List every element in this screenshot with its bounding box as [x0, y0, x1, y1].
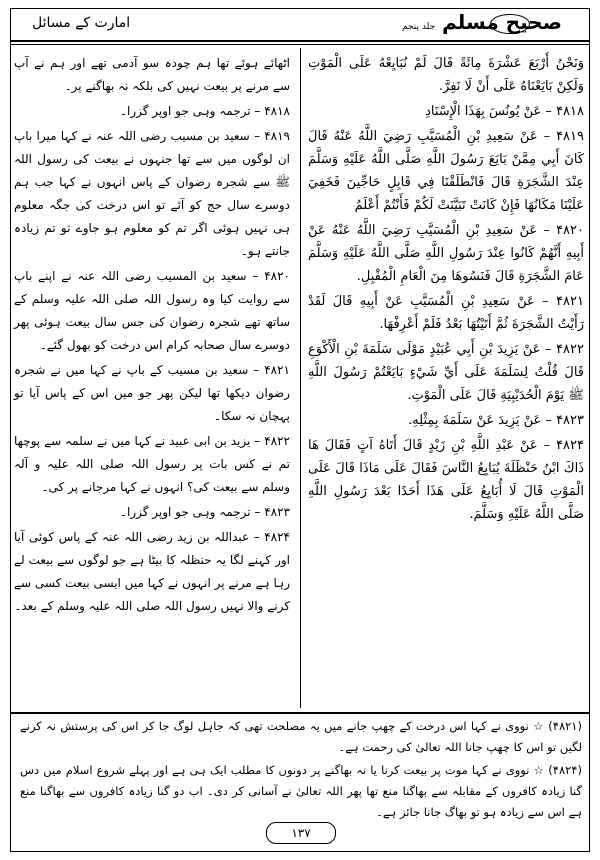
page-header [10, 8, 590, 40]
book-title [398, 10, 562, 34]
arabic-paragraph: ۴۸۲۳ – عَنْ يَزِيدَ عَنْ سَلَمَةَ بِمِثْلِهِ. [408, 413, 584, 428]
arabic-text-column [308, 52, 584, 528]
book-title-text: صحیح مسلم [442, 10, 562, 34]
column-divider [300, 48, 301, 708]
urdu-paragraph: ۴۸۲۲ – یزید بن ابی عبید نے کہا میں نے سلمہ سے پوچھا تم نے کس بات پر رسول اللہ صلی اللہ علیہ و آلہ وسلم سے بیعت کی؟ انہوں نے کہا مرجانے پر کی۔ [14, 434, 290, 494]
footnote: (۴۸۲۴) ☆ نووی نے کہا موت پر بیعت کرنا یا نہ بھاگنے پر دونوں کا مطلب ایک ہی ہے اور پہلے شروع اسلام میں دس گنا زیادہ کافروں کے مقابلہ سے بھاگنا منع تھا پھر اللہ تعالیٰ نے آسانی کر دی۔ اب دو گنا زیادہ کافروں سے بھاگنا منع ہے اس سے زیادہ ہو تو بھاگ جانا جائز ہے۔ [20, 763, 582, 819]
urdu-paragraph: ۴۸۱۸ – ترجمہ وہی جو اوپر گزرا۔ [119, 104, 290, 118]
arabic-paragraph: ۴۸۲۱ – عَنْ سَعِيدِ بْنِ الْمُسَيَّبِ عَنْ أَبِيهِ قَالَ لَقَدْ رَأَيْتُ الشَّجَرَةَ ثُمَّ أَتَيْتُهَا بَعْدُ فَلَمْ أَعْرِفْهَا. [308, 294, 584, 332]
urdu-translation-column [14, 52, 290, 620]
urdu-paragraph: ۴۸۱۹ – سعید بن مسیب رضی اللہ عنہ نے کہا میرا باپ ان لوگوں میں سے تھا جنہوں نے بیعت کی رسول اللہ ﷺ سے شجرہ رضوان کے پاس انہوں نے کہا جب ہم دوسرے سال حج کو آئے تو اس درخت کی جگہ معلوم ہی نہیں ہوئی اگر تم کو معلوم ہو جاوے تو تم زیادہ جانتے ہو۔ [14, 129, 290, 258]
urdu-paragraph: ۴۸۲۳ – ترجمہ وہی جو اوپر گزرا۔ [119, 505, 290, 519]
arabic-paragraph: ۴۸۲۴ – عَنْ عَبْدِ اللَّهِ بْنِ زَيْدٍ قَالَ أَتَاهُ آتٍ فَقَالَ هَا ذَاكَ ابْنُ حَنْظَلَةَ يُبَايِعُ النَّاسَ فَقَالَ عَلَى مَاذَا قَالَ عَلَى الْمَوْتِ قَالَ لَا أُبَايِعُ عَلَى هَذَا أَحَدًا بَعْدَ رَسُولِ اللَّهِ صَلَّى اللَّهُ عَلَيْهِ وَسَلَّمَ. [308, 438, 584, 522]
chapter-title: امارت کے مسائل [32, 15, 131, 31]
urdu-paragraph: ۴۸۲۰ – سعید بن المسیب رضی اللہ عنہ نے اپنے باپ سے روایت کیا وہ رسول اللہ صلی اللہ علیہ وسلم کے ساتھ تھے شجرہ رضوان کی جس سال بیعت ہوئی پھر دوسرے سال صحابہ کرام اس درخت کو بھول گئے۔ [14, 269, 290, 352]
header-rule-thick [10, 40, 590, 42]
urdu-paragraph: ۴۸۲۴ – عبداللہ بن زید رضی اللہ عنہ کے پاس کوئی آیا اور کہنے لگا یہ حنظلہ کا بیٹا ہے جو لوگوں سے بیعت لے رہا ہے مرنے پر انہوں نے کہا میں ایسی بیعت کسی سے کرنے والا نہیں رسول اللہ صلی اللہ علیہ وسلم کے بعد۔ [14, 530, 290, 613]
arabic-paragraph: وَنَحْنُ أَرْبَعَ عَشْرَةَ مِائَةً قَالَ لَمْ نُبَايِعْهُ عَلَى الْمَوْتِ وَلَكِنْ بَايَعْنَاهُ عَلَى أَنْ لَا نَفِرَّ. [308, 56, 584, 94]
footnote-rule [10, 712, 590, 714]
arabic-paragraph: ۴۸۱۸ – عَنْ يُونُسَ بِهَذَا الْإِسْنَادِ [425, 104, 584, 119]
urdu-paragraph: ۴۸۲۱ – سعید بن مسیب کے باپ نے کہا میں نے شجرہ رضوان دیکھا تھا لیکن پھر جو میں اس کے پاس آیا تو پہچان نہ سکا۔ [14, 363, 290, 423]
arabic-paragraph: ۴۸۲۰ – عَنْ سَعِيدِ بْنِ الْمُسَيَّبِ رَضِيَ اللَّهُ عَنْهُ عَنْ أَبِيهِ أَنَّهُمْ كَانُوا عِنْدَ رَسُولِ اللَّهِ صَلَّى اللَّهُ عَلَيْهِ وَسَلَّمَ عَامَ الشَّجَرَةِ قَالَ فَنَسُوهَا مِنَ الْعَامِ الْمُقْبِلِ. [308, 223, 584, 284]
volume-label: جلد پنجم [402, 22, 436, 32]
footnotes [20, 716, 582, 825]
arabic-paragraph: ۴۸۱۹ – عَنْ سَعِيدِ بْنِ الْمُسَيَّبِ رَضِيَ اللَّهُ عَنْهُ قَالَ كَانَ أَبِي مِمَّنْ بَايَعَ رَسُولَ اللَّهِ صَلَّى اللَّهُ عَلَيْهِ وَسَلَّمَ عِنْدَ الشَّجَرَةِ قَالَ فَانْطَلَقْنَا فِي قَابِلٍ حَاجِّينَ فَخَفِيَ عَلَيْنَا مَكَانُهَا فَإِنْ كَانَتْ تَبَيَّنَتْ لَكُمْ فَأَنْتُمْ أَعْلَمُ [308, 129, 584, 213]
header-rule-thin [10, 44, 590, 45]
urdu-paragraph: اٹھائے ہوئے تھا ہم چودہ سو آدمی تھے اور ہم نے آپ سے مرنے پر بیعت نہیں کی بلکہ نہ بھاگنے پر۔ [14, 56, 290, 93]
page-number: ۱۳۷ [266, 822, 336, 844]
footnote: (۴۸۲۱) ☆ نووی نے کہا اس درخت کے چھپ جانے میں یہ مصلحت تھی کہ جاہل لوگ جا کر اس کی پرستش نہ کرنے لگیں تو اس کا چھپ جانا اللہ تعالیٰ کی رحمت ہے۔ [20, 719, 582, 754]
arabic-paragraph: ۴۸۲۲ – عَنْ يَزِيدَ بْنِ أَبِي عُبَيْدٍ مَوْلَى سَلَمَةَ بْنِ الْأَكْوَعِ قَالَ قُلْتُ لِسَلَمَةَ عَلَى أَيِّ شَيْءٍ بَايَعْتُمْ رَسُولَ اللَّهِ ﷺ يَوْمَ الْحُدَيْبِيَةِ قَالَ عَلَى الْمَوْتِ. [308, 342, 584, 403]
